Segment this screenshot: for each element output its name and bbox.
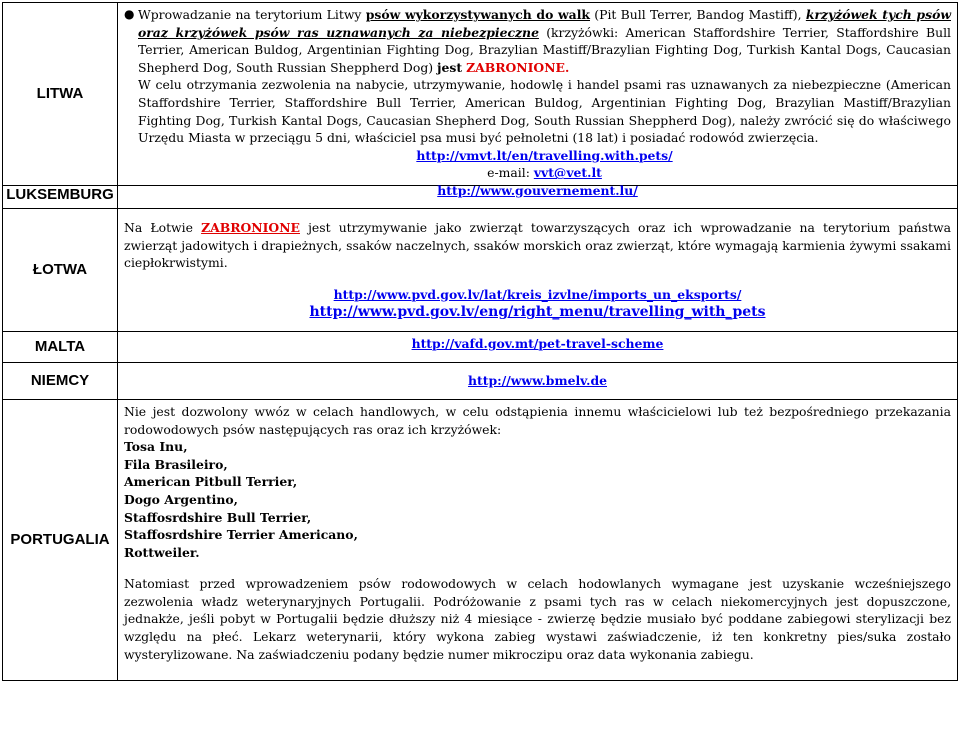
litwa-link-vmvt[interactable]: http://vmvt.lt/en/travelling.with.pets/ xyxy=(416,147,673,163)
litwa-forbidden-label: ZABRONIONE. xyxy=(466,59,570,75)
country-luksemburg: LUKSEMBURG xyxy=(3,185,118,208)
litwa-fighting-dogs: psów wykorzystywanych do walk xyxy=(365,7,590,22)
niemcy-link[interactable]: http://www.bmelv.de xyxy=(468,373,607,389)
portugalia-paragraph-1: Nie jest dozwolony wwóz w celach handlowych, w celu odstąpienia innemu właścicielowi lub też bezpośredniego przekazania rodowodowych psów następujących ras oraz ich krzyżówek: xyxy=(124,403,951,437)
content-portugalia xyxy=(118,399,958,680)
litwa-links: http://vmvt.lt/en/travelling.with.pets/ e-mail: vvt@vet.lt xyxy=(416,147,673,181)
breed-item: Staffosrdshire Bull Terrier, xyxy=(124,509,312,525)
country-malta: MALTA xyxy=(3,331,118,362)
row-niemcy xyxy=(3,362,958,399)
content-luksemburg xyxy=(118,182,958,208)
country-regulations-table xyxy=(2,2,958,681)
country-portugalia: PORTUGALIA xyxy=(3,399,118,680)
country-litwa: LITWA xyxy=(3,3,118,186)
breed-item: Staffosrdshire Terrier Americano, xyxy=(124,527,358,543)
content-malta xyxy=(118,331,958,362)
breed-item: Tosa Inu, xyxy=(124,439,188,455)
content-litwa xyxy=(118,3,958,186)
portugalia-breed-list xyxy=(124,438,951,561)
content-niemcy xyxy=(118,362,958,399)
country-lotwa: ŁOTWA xyxy=(3,208,118,331)
row-malta xyxy=(3,331,958,362)
row-lotwa xyxy=(3,208,958,331)
lotwa-link-imports[interactable]: http://www.pvd.gov.lv/lat/kreis_izvlne/imports_un_eksports/ xyxy=(333,286,742,302)
bullet-icon: ● xyxy=(124,7,135,21)
lotwa-paragraph: Na Łotwie ZABRONIONE jest utrzymywanie jako zwierząt towarzyszących oraz ich wprowadzanie na terytorium państwa zwierząt jadowitych i drapieżnych, ssaków naczelnych, ssaków morskich oraz zwierząt, które wymagają karmienia żywymi ssakami ciepłokrwistymi. xyxy=(124,219,951,271)
content-lotwa xyxy=(118,208,958,331)
lotwa-links xyxy=(124,286,951,322)
litwa-bullet-item xyxy=(124,6,951,76)
litwa-paragraph-2: W celu otrzymania zezwolenia na nabycie, utrzymywanie, hodowlę i handel psami ras uznawanych za niebezpieczne (American Staffordshire Terrier, Staffordshire Bull Terrier, American Buldog, Argentinian Fighting Dog, Brazylian Mastiff/Brazylian Fighting Dog, Turkish Kantal Dogs, Caucasian Shepherd Dog, South Russian Sheppherd Dog), należy zwrócić się do właściwego Urzędu Miasta w przeciągu 5 dni, właściciel psa musi być pełnoletni (18 lat) i posiadać rodowód zwierzęcia. xyxy=(138,77,951,146)
lotwa-forbidden-label: ZABRONIONE xyxy=(201,219,300,235)
breed-item: Rottweiler. xyxy=(124,544,200,560)
portugalia-paragraph-2: Natomiast przed wprowadzeniem psów rodowodowych w celach hodowlanych wymagane jest uzyskanie wcześniejszego zezwolenia władz weterynaryjnych Portugalii. Podróżowanie z psami tych ras w celach niekomercyjnych jest dopuszczone, jednakże, jeśli pobyt w Portugalii będzie dłuższy niż 4 miesiące - zwierzę będzie musiało być poddane zabiegowi sterylizacji bez względu na płeć. Lekarz weterynarii, który wykona zabieg wystawi zaświadczenie, iż ten konkretny pies/suka zostało wysterylizowane. Na zaświadczeniu podany będzie numer mikroczipu oraz data wykonania zabiegu. xyxy=(124,576,951,662)
litwa-email-link[interactable]: vvt@vet.lt xyxy=(533,165,602,181)
litwa-crossbreeds: krzyżówek tych psów oraz krzyżówek psów ras uznawanych za niebezpieczne xyxy=(138,7,951,40)
breed-item: American Pitbull Terrier, xyxy=(124,474,298,490)
lotwa-link-travelling[interactable]: http://www.pvd.gov.lv/eng/right_menu/travelling_with_pets xyxy=(309,304,766,321)
malta-link[interactable]: http://vafd.gov.mt/pet-travel-scheme xyxy=(411,335,664,351)
breed-item: Fila Brasileiro, xyxy=(124,456,228,472)
country-niemcy: NIEMCY xyxy=(3,362,118,399)
row-litwa xyxy=(3,3,958,186)
luksemburg-link[interactable]: http://www.gouvernement.lu/ xyxy=(437,182,638,198)
row-portugalia xyxy=(3,399,958,680)
litwa-paragraph-1: Wprowadzanie na terytorium Litwy psów wykorzystywanych do walk (Pit Bull Terrer, Bandog Mastiff), krzyżówek tych psów oraz krzyżówek psów ras uznawanych za niebezpieczne (krzyżówki: American Staffordshire Terrier, Staffordshire Bull Terrier, American Buldog, Argentinian Fighting Dog, Brazylian Mastiff/Brazylian Fighting Dog, Turkish Kantal Dogs, Caucasian Shepherd Dog, South Russian Sheppherd Dog) jest ZABRONIONE. xyxy=(138,7,951,75)
row-luksemburg xyxy=(3,185,958,208)
breed-item: Dogo Argentino, xyxy=(124,491,238,507)
